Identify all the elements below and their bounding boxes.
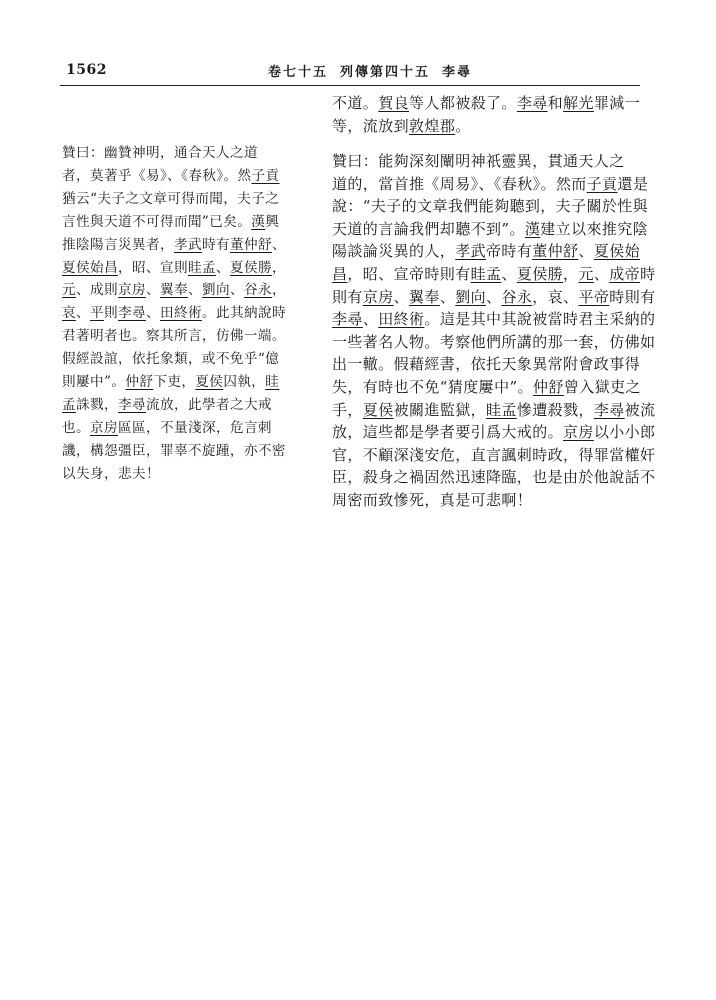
proper-name: 子貢 xyxy=(586,174,618,193)
text-segment: 曾入獄吏之 xyxy=(563,377,641,396)
text-segment: 手， xyxy=(332,400,363,419)
proper-name: 成帝 xyxy=(609,264,641,283)
text-line xyxy=(62,279,302,302)
text-segment: ，昭、宣則 xyxy=(117,259,188,276)
text-segment: 下吏， xyxy=(153,374,196,391)
text-segment: 、 xyxy=(439,287,456,306)
text-line xyxy=(332,115,637,138)
text-segment: 放，這些都是學者要引爲大戒的。 xyxy=(332,423,564,442)
text-segment: 等人都被殺了。 xyxy=(409,94,517,112)
proper-name: 眭 xyxy=(265,374,280,391)
text-segment: 周密而致慘死，真是可悲啊！ xyxy=(332,490,533,509)
text-line xyxy=(62,142,302,165)
text-segment: 時 xyxy=(640,264,656,283)
proper-name: 夏侯 xyxy=(362,400,394,419)
text-line xyxy=(62,234,302,257)
running-head-subject: 李尋 xyxy=(442,65,473,80)
text-segment: 區區，不量淺深，危言刺 xyxy=(118,419,272,436)
text-segment: 也。 xyxy=(62,419,90,436)
text-segment: 者，莫著乎《易》、《春秋》。然 xyxy=(62,167,252,184)
text-line xyxy=(62,211,302,234)
text-line xyxy=(62,188,302,211)
proper-name: 仲舒 xyxy=(125,374,154,391)
text-segment: 推陰陽言災異者， xyxy=(62,236,174,253)
text-segment: 、 xyxy=(215,259,230,276)
proper-name: 夏侯始昌 xyxy=(62,259,118,276)
text-segment: 、 xyxy=(393,287,410,306)
translation-column xyxy=(332,150,656,512)
text-segment: 、 xyxy=(578,242,594,261)
proper-name: 李尋 xyxy=(593,400,625,419)
text-segment: 、 xyxy=(145,282,160,299)
proper-name: 田終術 xyxy=(160,305,202,322)
text-segment: 道的，當首推《周易》、《春秋》。然而 xyxy=(332,174,587,193)
header-rule xyxy=(60,85,640,86)
text-line xyxy=(62,440,302,463)
text-segment: 贊曰：能夠深刻闡明神祇靈異，貫通天人之 xyxy=(332,152,625,170)
text-segment: 官，不顧深淺安危，直言諷刺時政，得罪當權奸 xyxy=(332,445,656,464)
text-line xyxy=(62,165,302,188)
proper-name: 仲舒 xyxy=(532,377,564,396)
proper-name: 董仲舒 xyxy=(229,236,272,253)
proper-name: 平帝 xyxy=(578,287,610,306)
proper-name: 孝武 xyxy=(455,242,487,261)
text-segment: 陽談論災異的人， xyxy=(332,242,456,261)
classical-text-column xyxy=(62,142,302,486)
text-segment: ， xyxy=(563,264,579,283)
text-segment: 、 xyxy=(271,236,286,253)
text-segment: 假經設誼，依托象類，或不免乎“億 xyxy=(62,351,280,368)
text-line xyxy=(332,92,641,115)
text-segment: ，哀、 xyxy=(532,287,579,306)
text-line xyxy=(332,489,637,512)
proper-name: 夏侯勝 xyxy=(516,264,564,283)
proper-name: 眭孟 xyxy=(486,400,517,419)
proper-name: 孝武 xyxy=(173,236,202,253)
text-segment: 天道的言論我們却聽不到”。 xyxy=(332,219,525,238)
text-line xyxy=(332,195,649,218)
proper-name: 董仲舒 xyxy=(532,242,579,261)
text-segment: 則屢中”。 xyxy=(62,374,126,391)
proper-name: 京房 xyxy=(563,423,594,442)
proper-name: 元 xyxy=(62,282,76,299)
text-segment: 言性與天道不可得而聞”已矣。 xyxy=(62,213,252,230)
text-segment: 等，流放到 xyxy=(332,116,410,135)
text-segment: 時有 xyxy=(201,236,230,253)
proper-name: 劉向 xyxy=(455,287,487,306)
proper-name: 李尋 xyxy=(332,310,363,329)
text-segment: 、 xyxy=(146,305,160,322)
proper-name: 翼奉 xyxy=(409,287,440,306)
running-head-volume: 卷七十五 xyxy=(268,65,329,80)
proper-name: 谷永 xyxy=(501,287,533,306)
proper-name: 元 xyxy=(578,264,594,283)
text-line xyxy=(62,257,302,280)
proper-name: 谷永 xyxy=(243,282,272,299)
text-line xyxy=(332,240,641,263)
text-segment: 誅戮， xyxy=(76,396,118,413)
proper-name: 李尋 xyxy=(118,305,146,322)
text-segment: 和 xyxy=(547,94,564,112)
proper-name: 賀良 xyxy=(378,94,410,112)
text-line xyxy=(332,173,649,196)
text-line xyxy=(332,421,656,444)
text-segment: 、 xyxy=(501,264,517,283)
text-segment: 建立以來推究陰 xyxy=(540,219,649,238)
proper-name: 解光 xyxy=(563,94,594,112)
text-segment: 、 xyxy=(362,310,379,329)
proper-name: 子貢 xyxy=(251,167,280,184)
proper-name: 夏侯勝 xyxy=(229,259,272,276)
proper-name: 平 xyxy=(90,305,104,322)
text-line xyxy=(62,302,302,325)
text-segment: 、成則 xyxy=(76,282,118,299)
proper-name: 哀 xyxy=(62,305,76,322)
text-segment: 時則有 xyxy=(609,287,656,306)
proper-name: 翼奉 xyxy=(159,282,188,299)
text-line xyxy=(332,286,656,309)
text-line xyxy=(332,376,641,399)
page-header xyxy=(60,58,640,84)
translation-continuation xyxy=(332,92,641,137)
text-line xyxy=(62,463,302,486)
text-segment: 被流 xyxy=(624,400,656,419)
text-segment: 出一轍。假藉經書，依托天象異常附會政事得 xyxy=(332,355,641,374)
text-segment: 。此其納說時 xyxy=(201,305,286,322)
proper-name: 京房 xyxy=(117,282,146,299)
proper-name: 田終術 xyxy=(378,310,425,329)
text-segment: 、 xyxy=(187,282,202,299)
proper-name: 夏侯始 xyxy=(593,242,641,261)
text-line xyxy=(332,399,656,422)
proper-name: 李尋 xyxy=(516,94,548,112)
running-head-section: 列傳第四十五 xyxy=(340,65,431,80)
text-line xyxy=(332,466,656,489)
proper-name: 敦煌郡 xyxy=(409,116,456,135)
text-segment: ，昭、宣帝時則有 xyxy=(347,264,471,283)
page-number: 1562 xyxy=(66,62,107,78)
text-segment: 贊曰：幽贊神明，通合天人之道 xyxy=(62,145,258,161)
text-segment: 、 xyxy=(229,282,244,299)
text-line xyxy=(332,218,649,241)
running-head xyxy=(268,61,472,80)
text-segment: 臣，殺身之禍固然迅速降臨，也是由於他說話不 xyxy=(332,468,656,487)
text-line xyxy=(332,150,637,173)
text-segment: 被關進監獄， xyxy=(393,400,487,419)
text-segment: 。 xyxy=(455,116,471,135)
text-segment: 帝時有 xyxy=(486,242,533,261)
proper-name: 眭孟 xyxy=(187,259,216,276)
proper-name: 劉向 xyxy=(201,282,230,299)
proper-name: 昌 xyxy=(332,264,348,283)
text-segment: 以小小郎 xyxy=(593,423,656,442)
text-line xyxy=(332,331,656,354)
text-segment: 罪減一 xyxy=(593,94,641,112)
text-segment: ， xyxy=(271,259,286,276)
text-line xyxy=(332,353,641,376)
text-segment: 、 xyxy=(486,287,502,306)
text-line xyxy=(62,348,302,371)
text-segment: 流放，此學者之大戒 xyxy=(145,396,272,413)
text-segment: 慘遭殺戮， xyxy=(516,400,594,419)
text-line xyxy=(332,308,656,331)
proper-name: 孟 xyxy=(62,396,76,413)
proper-name: 李尋 xyxy=(117,396,146,413)
text-segment: 說：“夫子的文章我們能夠聽到，夫子關於性與 xyxy=(332,197,649,216)
proper-name: 京房 xyxy=(90,419,118,436)
text-segment: 囚執， xyxy=(223,374,266,391)
text-line xyxy=(62,417,302,440)
text-segment: 以失身，悲夫！ xyxy=(62,465,160,482)
text-segment: 不道。 xyxy=(332,94,379,112)
text-segment: 猶云“夫子之文章可得而聞，夫子之 xyxy=(62,190,280,207)
text-segment: 。這是其中其說被當時君主采納的 xyxy=(424,310,656,329)
text-line xyxy=(62,371,302,394)
text-line xyxy=(332,444,656,467)
proper-name: 眭孟 xyxy=(470,264,502,283)
text-line xyxy=(332,263,656,286)
text-segment: 則 xyxy=(104,305,118,322)
text-segment: 君著明者也。察其所言，仿佛一端。 xyxy=(62,328,286,345)
text-segment: 譏，構怨彊臣，罪辜不旋踵，亦不密 xyxy=(62,442,286,459)
text-segment: 還是 xyxy=(617,174,649,193)
proper-name: 夏侯 xyxy=(195,374,224,391)
text-segment: 、 xyxy=(593,264,610,283)
proper-name: 漢 xyxy=(251,213,266,230)
text-segment: ， xyxy=(271,282,286,299)
text-segment: 一些著名人物。考察他們所講的那一套，仿佛如 xyxy=(332,332,656,351)
text-segment: 興 xyxy=(265,213,280,230)
text-segment: 失，有時也不免“猜度屢中”。 xyxy=(332,377,533,396)
text-segment: 則有 xyxy=(332,287,363,306)
text-line xyxy=(62,325,302,348)
proper-name: 漢 xyxy=(524,219,541,238)
text-segment: 、 xyxy=(76,305,90,322)
text-line xyxy=(62,394,302,417)
proper-name: 京房 xyxy=(362,287,394,306)
